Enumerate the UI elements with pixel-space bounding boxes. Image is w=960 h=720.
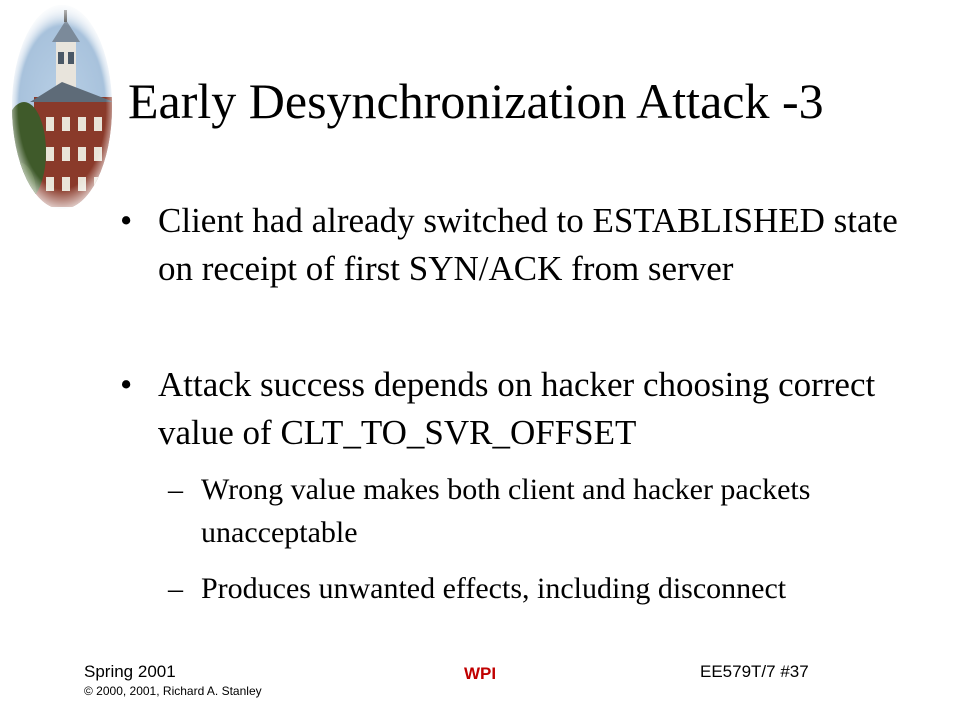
bullet-marker: •: [120, 201, 133, 240]
footer-slide-id: EE579T/7 #37: [700, 662, 809, 681]
footer-term: Spring 2001: [84, 662, 176, 681]
footer-wpi-label: WPI: [463, 664, 497, 683]
sub-bullet-text: Produces unwanted effects, including disconnect: [201, 572, 787, 605]
sub-bullet-item: [168, 468, 868, 554]
wpi-tower-logo: [6, 2, 118, 212]
bullet-item: [120, 197, 910, 293]
sub-bullet-marker: –: [168, 473, 183, 506]
sub-bullet-item: [168, 567, 868, 610]
bullet-marker: •: [120, 365, 133, 404]
sub-bullet-text: Wrong value makes both client and hacker packets unacceptable: [201, 473, 811, 549]
bullet-text: Client had already switched to ESTABLISHED state on receipt of first SYN/ACK from server: [158, 201, 898, 288]
footer-left: [84, 662, 262, 700]
bullet-text: Attack success depends on hacker choosing correct value of CLT_TO_SVR_OFFSET: [158, 365, 876, 452]
bullet-item: [120, 361, 910, 457]
footer-copyright: © 2000, 2001, Richard A. Stanley: [84, 684, 262, 698]
sub-bullet-marker: –: [168, 572, 183, 605]
slide-title: Early Desynchronization Attack -3: [128, 73, 824, 129]
